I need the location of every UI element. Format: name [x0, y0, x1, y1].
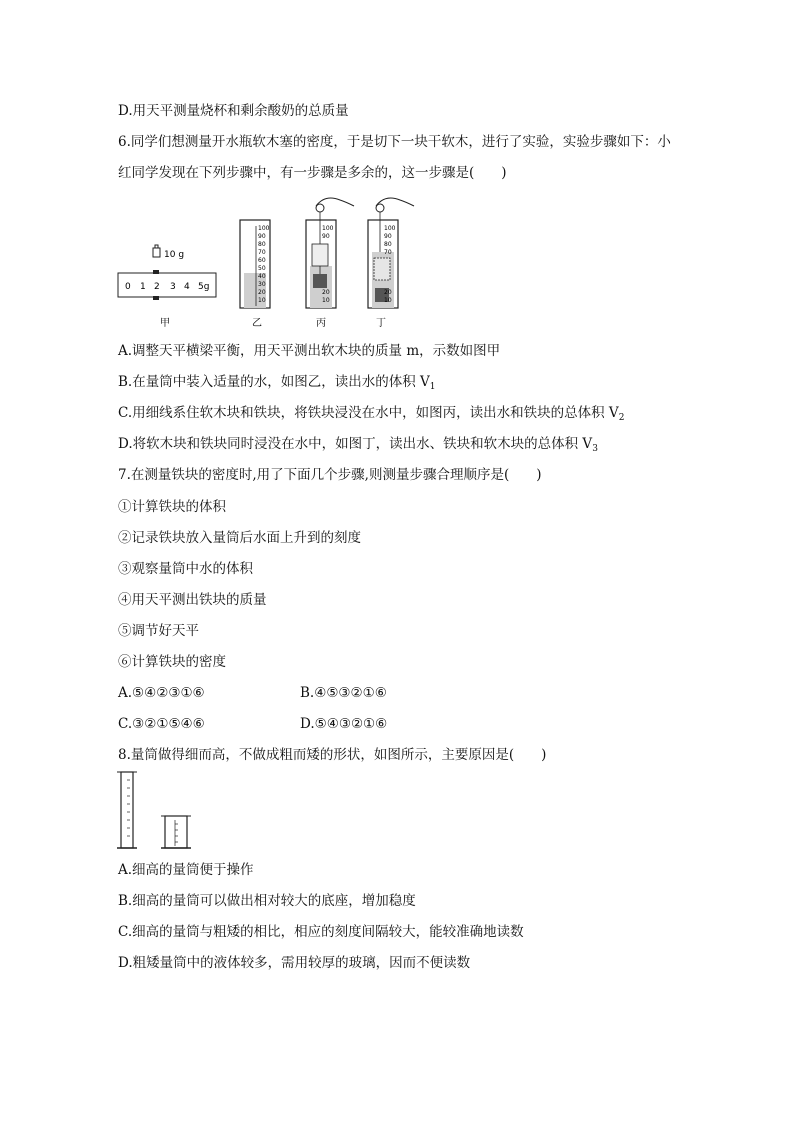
q6-stem-line2: 红同学发现在下列步骤中，有一步骤是多余的，这一步骤是( ) [118, 165, 507, 181]
q6-option-c: C.用细线系住软木块和铁块，将铁块浸没在水中，如图丙，读出水和铁块的总体积 $V_2$ [118, 405, 625, 423]
svg-text:100: 100 [384, 225, 396, 232]
q8-option-d: D.粗矮量筒中的液体较多，需用较厚的玻璃，因而不便读数 [118, 955, 471, 971]
weight-and-scale-figure [118, 245, 216, 329]
q7-option-c: C.③②①⑤④⑥ [118, 716, 205, 732]
q8-option-a: A.细高的量筒便于操作 [118, 862, 254, 878]
cylinder-bing [306, 198, 354, 329]
svg-text:10: 10 [322, 297, 330, 304]
svg-text:70: 70 [258, 249, 266, 256]
svg-text:100: 100 [322, 225, 334, 232]
q7-option-d: D.⑤④③②①⑥ [300, 716, 388, 732]
caption-jia: 甲 [160, 318, 170, 329]
svg-text:4: 4 [184, 282, 190, 292]
q5-option-d: D.用天平测量烧杯和剩余酸奶的总质量 [118, 103, 349, 119]
q8-figure [115, 768, 225, 858]
weight-label: 10 g [164, 250, 185, 260]
q7-step-2: ②记录铁块放入量筒后水面上升到的刻度 [118, 530, 361, 546]
q6-figure [110, 188, 430, 333]
svg-text:80: 80 [258, 241, 266, 248]
svg-text:5g: 5g [198, 282, 210, 292]
svg-text:0: 0 [125, 282, 131, 292]
svg-text:1: 1 [140, 282, 146, 292]
tall-cylinder [117, 772, 137, 848]
svg-text:50: 50 [258, 265, 266, 272]
q8-option-b: B.细高的量筒可以做出相对较大的底座，增加稳度 [118, 893, 416, 909]
svg-text:30: 30 [258, 281, 266, 288]
svg-text:100: 100 [258, 225, 270, 232]
short-cylinder [161, 816, 191, 848]
svg-text:60: 60 [258, 257, 266, 264]
q8-option-c: C.细高的量筒与粗矮的相比，相应的刻度间隔较大，能较准确地读数 [118, 924, 524, 940]
caption-ding: 丁 [376, 318, 386, 329]
q8-stem: 8.量筒做得细而高，不做成粗而矮的形状，如图所示，主要原因是( ) [118, 747, 547, 763]
q6-option-b: B.在量筒中装入适量的水，如图乙，读出水的体积 $V_1$ [118, 374, 436, 392]
svg-text:90: 90 [384, 233, 392, 240]
q6-option-a: A.调整天平横梁平衡，用天平测出软木块的质量 m，示数如图甲 [118, 343, 501, 359]
svg-text:10: 10 [258, 297, 266, 304]
q7-step-6: ⑥计算铁块的密度 [118, 654, 226, 670]
cylinder-ding [368, 198, 414, 329]
svg-text:40: 40 [258, 273, 266, 280]
q7-step-3: ③观察量筒中水的体积 [118, 561, 253, 577]
cylinder-yi [240, 220, 270, 329]
svg-text:2: 2 [154, 282, 160, 292]
svg-text:10: 10 [384, 297, 392, 304]
q7-option-a: A.⑤④②③①⑥ [118, 685, 205, 701]
caption-bing: 丙 [316, 318, 326, 329]
svg-text:3: 3 [170, 282, 176, 292]
q6-option-d: D.将软木块和铁块同时浸没在水中，如图丁，读出水、铁块和软木块的总体积 $V_3$ [118, 436, 598, 454]
q6-stem-line1: 6.同学们想测量开水瓶软木塞的密度，于是切下一块干软木，进行了实验，实验步骤如下：小 [118, 134, 671, 150]
svg-text:20: 20 [384, 289, 392, 296]
svg-text:90: 90 [322, 233, 330, 240]
svg-text:80: 80 [384, 241, 392, 248]
svg-text:20: 20 [322, 289, 330, 296]
svg-text:70: 70 [384, 249, 392, 256]
svg-text:20: 20 [258, 289, 266, 296]
q7-stem: 7.在测量铁块的密度时,用了下面几个步骤,则测量步骤合理顺序是( ) [118, 467, 542, 483]
q7-step-1: ①计算铁块的体积 [118, 499, 226, 515]
q7-option-b: B.④⑤③②①⑥ [300, 685, 387, 701]
svg-text:90: 90 [258, 233, 266, 240]
q7-step-4: ④用天平测出铁块的质量 [118, 592, 267, 608]
q7-step-5: ⑤调节好天平 [118, 623, 199, 639]
caption-yi: 乙 [252, 318, 262, 329]
